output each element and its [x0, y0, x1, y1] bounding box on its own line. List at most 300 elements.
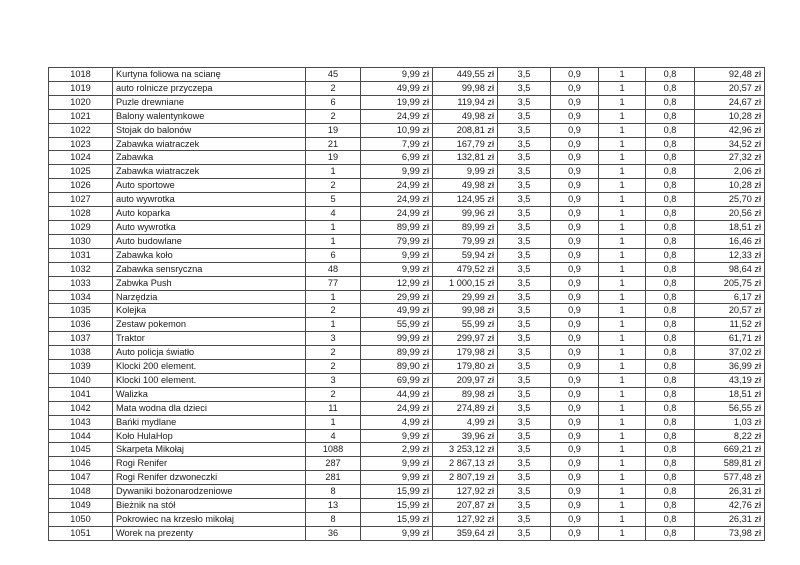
factor-1-cell: 3,5: [498, 137, 551, 151]
factor-1-cell: 3,5: [498, 304, 551, 318]
factor-2-cell: 0,9: [551, 429, 599, 443]
item-name-cell: Zabawka koło: [113, 248, 306, 262]
quantity-cell: 2: [306, 304, 361, 318]
item-id-cell: 1025: [49, 165, 113, 179]
item-name-cell: Worek na prezenty: [113, 526, 306, 540]
factor-3-cell: 1: [599, 207, 646, 221]
factor-1-cell: 3,5: [498, 332, 551, 346]
total-value-cell: 89,98 zł: [433, 387, 498, 401]
unit-price-cell: 55,99 zł: [361, 318, 433, 332]
item-name-cell: Zabwka Push: [113, 276, 306, 290]
unit-price-cell: 9,99 zł: [361, 68, 433, 82]
item-name-cell: Bieżnik na stół: [113, 499, 306, 513]
factor-2-cell: 0,9: [551, 207, 599, 221]
unit-price-cell: 89,99 zł: [361, 220, 433, 234]
factor-3-cell: 1: [599, 387, 646, 401]
total-value-cell: 99,98 zł: [433, 304, 498, 318]
item-id-cell: 1019: [49, 81, 113, 95]
table-row: [49, 360, 765, 374]
unit-price-cell: 99,99 zł: [361, 332, 433, 346]
result-value-cell: 10,28 zł: [695, 179, 765, 193]
factor-4-cell: 0,8: [646, 499, 695, 513]
factor-2-cell: 0,9: [551, 165, 599, 179]
item-id-cell: 1046: [49, 457, 113, 471]
item-name-cell: Kurtyna foliowa na scianę: [113, 68, 306, 82]
factor-2-cell: 0,9: [551, 220, 599, 234]
factor-3-cell: 1: [599, 513, 646, 527]
quantity-cell: 3: [306, 373, 361, 387]
table-row: [49, 68, 765, 82]
factor-1-cell: 3,5: [498, 513, 551, 527]
unit-price-cell: 4,99 zł: [361, 415, 433, 429]
factor-1-cell: 3,5: [498, 499, 551, 513]
item-id-cell: 1029: [49, 220, 113, 234]
quantity-cell: 19: [306, 151, 361, 165]
total-value-cell: 2 867,13 zł: [433, 457, 498, 471]
unit-price-cell: 49,99 zł: [361, 81, 433, 95]
factor-4-cell: 0,8: [646, 318, 695, 332]
factor-1-cell: 3,5: [498, 401, 551, 415]
item-id-cell: 1023: [49, 137, 113, 151]
quantity-cell: 77: [306, 276, 361, 290]
unit-price-cell: 19,99 zł: [361, 95, 433, 109]
table-row: [49, 220, 765, 234]
quantity-cell: 1: [306, 290, 361, 304]
quantity-cell: 1: [306, 318, 361, 332]
factor-3-cell: 1: [599, 109, 646, 123]
total-value-cell: 479,52 zł: [433, 262, 498, 276]
factor-2-cell: 0,9: [551, 290, 599, 304]
factor-4-cell: 0,8: [646, 248, 695, 262]
quantity-cell: 21: [306, 137, 361, 151]
factor-3-cell: 1: [599, 248, 646, 262]
factor-2-cell: 0,9: [551, 179, 599, 193]
result-value-cell: 98,64 zł: [695, 262, 765, 276]
item-name-cell: Walizka: [113, 387, 306, 401]
factor-2-cell: 0,9: [551, 373, 599, 387]
quantity-cell: 13: [306, 499, 361, 513]
factor-2-cell: 0,9: [551, 262, 599, 276]
table-row: [49, 401, 765, 415]
result-value-cell: 6,17 zł: [695, 290, 765, 304]
table-row: [49, 262, 765, 276]
result-value-cell: 26,31 zł: [695, 513, 765, 527]
total-value-cell: 132,81 zł: [433, 151, 498, 165]
total-value-cell: 55,99 zł: [433, 318, 498, 332]
unit-price-cell: 10,99 zł: [361, 123, 433, 137]
factor-1-cell: 3,5: [498, 387, 551, 401]
factor-3-cell: 1: [599, 262, 646, 276]
quantity-cell: 48: [306, 262, 361, 276]
item-name-cell: Auto policja światło: [113, 346, 306, 360]
factor-1-cell: 3,5: [498, 457, 551, 471]
factor-2-cell: 0,9: [551, 526, 599, 540]
total-value-cell: 127,92 zł: [433, 513, 498, 527]
total-value-cell: 29,99 zł: [433, 290, 498, 304]
factor-2-cell: 0,9: [551, 401, 599, 415]
factor-3-cell: 1: [599, 220, 646, 234]
quantity-cell: 2: [306, 81, 361, 95]
table-row: [49, 415, 765, 429]
factor-3-cell: 1: [599, 443, 646, 457]
unit-price-cell: 44,99 zł: [361, 387, 433, 401]
factor-3-cell: 1: [599, 457, 646, 471]
item-name-cell: Bańki mydlane: [113, 415, 306, 429]
factor-3-cell: 1: [599, 234, 646, 248]
table-row: [49, 165, 765, 179]
result-value-cell: 589,81 zł: [695, 457, 765, 471]
factor-3-cell: 1: [599, 81, 646, 95]
item-name-cell: Auto budowlane: [113, 234, 306, 248]
table-row: [49, 332, 765, 346]
factor-1-cell: 3,5: [498, 248, 551, 262]
unit-price-cell: 24,99 zł: [361, 179, 433, 193]
result-value-cell: 10,28 zł: [695, 109, 765, 123]
factor-2-cell: 0,9: [551, 387, 599, 401]
factor-4-cell: 0,8: [646, 513, 695, 527]
result-value-cell: 20,57 zł: [695, 81, 765, 95]
factor-1-cell: 3,5: [498, 318, 551, 332]
factor-3-cell: 1: [599, 332, 646, 346]
item-id-cell: 1037: [49, 332, 113, 346]
factor-1-cell: 3,5: [498, 123, 551, 137]
item-name-cell: Klocki 200 element.: [113, 360, 306, 374]
table-row: [49, 137, 765, 151]
quantity-cell: 1: [306, 415, 361, 429]
total-value-cell: 3 253,12 zł: [433, 443, 498, 457]
factor-4-cell: 0,8: [646, 304, 695, 318]
factor-2-cell: 0,9: [551, 193, 599, 207]
factor-1-cell: 3,5: [498, 220, 551, 234]
total-value-cell: 79,99 zł: [433, 234, 498, 248]
item-name-cell: Auto wywrotka: [113, 220, 306, 234]
unit-price-cell: 24,99 zł: [361, 193, 433, 207]
item-name-cell: Traktor: [113, 332, 306, 346]
table-row: [49, 123, 765, 137]
item-name-cell: Mata wodna dla dzieci: [113, 401, 306, 415]
total-value-cell: 49,98 zł: [433, 109, 498, 123]
unit-price-cell: 24,99 zł: [361, 401, 433, 415]
item-name-cell: Zabawka wiatraczek: [113, 165, 306, 179]
factor-2-cell: 0,9: [551, 443, 599, 457]
factor-1-cell: 3,5: [498, 429, 551, 443]
factor-3-cell: 1: [599, 165, 646, 179]
table-body: [49, 68, 765, 541]
factor-3-cell: 1: [599, 346, 646, 360]
factor-3-cell: 1: [599, 193, 646, 207]
item-name-cell: Zabawka wiatraczek: [113, 137, 306, 151]
table-row: [49, 513, 765, 527]
factor-4-cell: 0,8: [646, 290, 695, 304]
factor-3-cell: 1: [599, 276, 646, 290]
factor-4-cell: 0,8: [646, 346, 695, 360]
quantity-cell: 1088: [306, 443, 361, 457]
unit-price-cell: 24,99 zł: [361, 207, 433, 221]
result-value-cell: 37,02 zł: [695, 346, 765, 360]
factor-1-cell: 3,5: [498, 526, 551, 540]
item-name-cell: Koło HulaHop: [113, 429, 306, 443]
quantity-cell: 1: [306, 165, 361, 179]
result-value-cell: 18,51 zł: [695, 220, 765, 234]
total-value-cell: 89,99 zł: [433, 220, 498, 234]
result-value-cell: 2,06 zł: [695, 165, 765, 179]
item-id-cell: 1044: [49, 429, 113, 443]
item-id-cell: 1030: [49, 234, 113, 248]
factor-2-cell: 0,9: [551, 457, 599, 471]
factor-1-cell: 3,5: [498, 165, 551, 179]
quantity-cell: 3: [306, 332, 361, 346]
item-name-cell: Zestaw pokemon: [113, 318, 306, 332]
factor-2-cell: 0,9: [551, 151, 599, 165]
factor-2-cell: 0,9: [551, 137, 599, 151]
item-id-cell: 1038: [49, 346, 113, 360]
factor-4-cell: 0,8: [646, 332, 695, 346]
factor-3-cell: 1: [599, 415, 646, 429]
result-value-cell: 36,99 zł: [695, 360, 765, 374]
table-row: [49, 304, 765, 318]
factor-1-cell: 3,5: [498, 109, 551, 123]
item-name-cell: Narzędzia: [113, 290, 306, 304]
factor-1-cell: 3,5: [498, 179, 551, 193]
factor-3-cell: 1: [599, 123, 646, 137]
quantity-cell: 6: [306, 95, 361, 109]
table-row: [49, 373, 765, 387]
factor-2-cell: 0,9: [551, 304, 599, 318]
item-id-cell: 1047: [49, 471, 113, 485]
result-value-cell: 34,52 zł: [695, 137, 765, 151]
item-id-cell: 1049: [49, 499, 113, 513]
quantity-cell: 45: [306, 68, 361, 82]
table-row: [49, 81, 765, 95]
result-value-cell: 20,57 zł: [695, 304, 765, 318]
item-name-cell: Kolejka: [113, 304, 306, 318]
item-name-cell: Balony walentynkowe: [113, 109, 306, 123]
factor-3-cell: 1: [599, 485, 646, 499]
unit-price-cell: 7,99 zł: [361, 137, 433, 151]
item-id-cell: 1050: [49, 513, 113, 527]
unit-price-cell: 29,99 zł: [361, 290, 433, 304]
table-row: [49, 499, 765, 513]
factor-2-cell: 0,9: [551, 234, 599, 248]
quantity-cell: 281: [306, 471, 361, 485]
result-value-cell: 42,96 zł: [695, 123, 765, 137]
factor-1-cell: 3,5: [498, 95, 551, 109]
table-row: [49, 109, 765, 123]
quantity-cell: 4: [306, 207, 361, 221]
factor-1-cell: 3,5: [498, 471, 551, 485]
unit-price-cell: 9,99 zł: [361, 471, 433, 485]
item-name-cell: Rogi Renifer: [113, 457, 306, 471]
result-value-cell: 8,22 zł: [695, 429, 765, 443]
factor-1-cell: 3,5: [498, 151, 551, 165]
item-id-cell: 1021: [49, 109, 113, 123]
factor-2-cell: 0,9: [551, 415, 599, 429]
result-value-cell: 16,46 zł: [695, 234, 765, 248]
factor-2-cell: 0,9: [551, 485, 599, 499]
factor-4-cell: 0,8: [646, 123, 695, 137]
item-name-cell: Zabawka: [113, 151, 306, 165]
total-value-cell: 4,99 zł: [433, 415, 498, 429]
item-id-cell: 1024: [49, 151, 113, 165]
factor-4-cell: 0,8: [646, 207, 695, 221]
unit-price-cell: 9,99 zł: [361, 165, 433, 179]
factor-4-cell: 0,8: [646, 68, 695, 82]
quantity-cell: 2: [306, 346, 361, 360]
total-value-cell: 2 807,19 zł: [433, 471, 498, 485]
factor-3-cell: 1: [599, 95, 646, 109]
item-id-cell: 1022: [49, 123, 113, 137]
factor-2-cell: 0,9: [551, 346, 599, 360]
result-value-cell: 26,31 zł: [695, 485, 765, 499]
factor-1-cell: 3,5: [498, 415, 551, 429]
result-value-cell: 27,32 zł: [695, 151, 765, 165]
inventory-table: [48, 67, 765, 541]
item-name-cell: Auto sportowe: [113, 179, 306, 193]
unit-price-cell: 9,99 zł: [361, 262, 433, 276]
factor-4-cell: 0,8: [646, 137, 695, 151]
unit-price-cell: 89,99 zł: [361, 346, 433, 360]
result-value-cell: 61,71 zł: [695, 332, 765, 346]
total-value-cell: 299,97 zł: [433, 332, 498, 346]
item-id-cell: 1031: [49, 248, 113, 262]
unit-price-cell: 12,99 zł: [361, 276, 433, 290]
factor-2-cell: 0,9: [551, 499, 599, 513]
factor-3-cell: 1: [599, 499, 646, 513]
factor-4-cell: 0,8: [646, 526, 695, 540]
factor-4-cell: 0,8: [646, 81, 695, 95]
factor-3-cell: 1: [599, 471, 646, 485]
item-id-cell: 1020: [49, 95, 113, 109]
item-id-cell: 1018: [49, 68, 113, 82]
total-value-cell: 99,96 zł: [433, 207, 498, 221]
factor-4-cell: 0,8: [646, 471, 695, 485]
total-value-cell: 209,97 zł: [433, 373, 498, 387]
item-id-cell: 1051: [49, 526, 113, 540]
factor-4-cell: 0,8: [646, 401, 695, 415]
factor-2-cell: 0,9: [551, 318, 599, 332]
factor-3-cell: 1: [599, 429, 646, 443]
unit-price-cell: 49,99 zł: [361, 304, 433, 318]
item-id-cell: 1034: [49, 290, 113, 304]
factor-4-cell: 0,8: [646, 193, 695, 207]
table-row: [49, 387, 765, 401]
table-row: [49, 276, 765, 290]
item-id-cell: 1035: [49, 304, 113, 318]
factor-1-cell: 3,5: [498, 81, 551, 95]
total-value-cell: 119,94 zł: [433, 95, 498, 109]
factor-2-cell: 0,9: [551, 109, 599, 123]
factor-1-cell: 3,5: [498, 262, 551, 276]
factor-4-cell: 0,8: [646, 220, 695, 234]
factor-2-cell: 0,9: [551, 95, 599, 109]
total-value-cell: 359,64 zł: [433, 526, 498, 540]
factor-2-cell: 0,9: [551, 513, 599, 527]
total-value-cell: 59,94 zł: [433, 248, 498, 262]
item-id-cell: 1040: [49, 373, 113, 387]
unit-price-cell: 24,99 zł: [361, 109, 433, 123]
total-value-cell: 207,87 zł: [433, 499, 498, 513]
table-row: [49, 193, 765, 207]
unit-price-cell: 2,99 zł: [361, 443, 433, 457]
result-value-cell: 669,21 zł: [695, 443, 765, 457]
result-value-cell: 92,48 zł: [695, 68, 765, 82]
item-id-cell: 1028: [49, 207, 113, 221]
factor-1-cell: 3,5: [498, 276, 551, 290]
unit-price-cell: 79,99 zł: [361, 234, 433, 248]
factor-3-cell: 1: [599, 318, 646, 332]
factor-3-cell: 1: [599, 304, 646, 318]
item-id-cell: 1042: [49, 401, 113, 415]
total-value-cell: 9,99 zł: [433, 165, 498, 179]
quantity-cell: 5: [306, 193, 361, 207]
unit-price-cell: 15,99 zł: [361, 499, 433, 513]
result-value-cell: 11,52 zł: [695, 318, 765, 332]
quantity-cell: 2: [306, 360, 361, 374]
factor-4-cell: 0,8: [646, 387, 695, 401]
item-id-cell: 1041: [49, 387, 113, 401]
item-name-cell: Stojak do balonów: [113, 123, 306, 137]
factor-3-cell: 1: [599, 68, 646, 82]
quantity-cell: 8: [306, 513, 361, 527]
result-value-cell: 12,33 zł: [695, 248, 765, 262]
total-value-cell: 99,98 zł: [433, 81, 498, 95]
unit-price-cell: 9,99 zł: [361, 457, 433, 471]
item-id-cell: 1033: [49, 276, 113, 290]
factor-4-cell: 0,8: [646, 429, 695, 443]
unit-price-cell: 9,99 zł: [361, 429, 433, 443]
factor-4-cell: 0,8: [646, 415, 695, 429]
factor-1-cell: 3,5: [498, 485, 551, 499]
table-row: [49, 471, 765, 485]
factor-4-cell: 0,8: [646, 262, 695, 276]
result-value-cell: 1,03 zł: [695, 415, 765, 429]
quantity-cell: 6: [306, 248, 361, 262]
quantity-cell: 36: [306, 526, 361, 540]
item-name-cell: Rogi Renifer dzwoneczki: [113, 471, 306, 485]
factor-1-cell: 3,5: [498, 68, 551, 82]
factor-2-cell: 0,9: [551, 123, 599, 137]
table-row: [49, 234, 765, 248]
item-name-cell: Auto koparka: [113, 207, 306, 221]
table-row: [49, 526, 765, 540]
factor-4-cell: 0,8: [646, 373, 695, 387]
factor-3-cell: 1: [599, 526, 646, 540]
item-id-cell: 1045: [49, 443, 113, 457]
result-value-cell: 577,48 zł: [695, 471, 765, 485]
total-value-cell: 127,92 zł: [433, 485, 498, 499]
factor-3-cell: 1: [599, 179, 646, 193]
quantity-cell: 11: [306, 401, 361, 415]
item-name-cell: Skarpeta Mikołaj: [113, 443, 306, 457]
factor-1-cell: 3,5: [498, 207, 551, 221]
table-row: [49, 95, 765, 109]
table-row: [49, 248, 765, 262]
table-row: [49, 179, 765, 193]
result-value-cell: 205,75 zł: [695, 276, 765, 290]
result-value-cell: 24,67 zł: [695, 95, 765, 109]
table-row: [49, 290, 765, 304]
result-value-cell: 25,70 zł: [695, 193, 765, 207]
factor-4-cell: 0,8: [646, 457, 695, 471]
factor-1-cell: 3,5: [498, 360, 551, 374]
total-value-cell: 49,98 zł: [433, 179, 498, 193]
unit-price-cell: 15,99 zł: [361, 513, 433, 527]
factor-4-cell: 0,8: [646, 151, 695, 165]
result-value-cell: 42,76 zł: [695, 499, 765, 513]
factor-1-cell: 3,5: [498, 290, 551, 304]
total-value-cell: 274,89 zł: [433, 401, 498, 415]
factor-3-cell: 1: [599, 360, 646, 374]
